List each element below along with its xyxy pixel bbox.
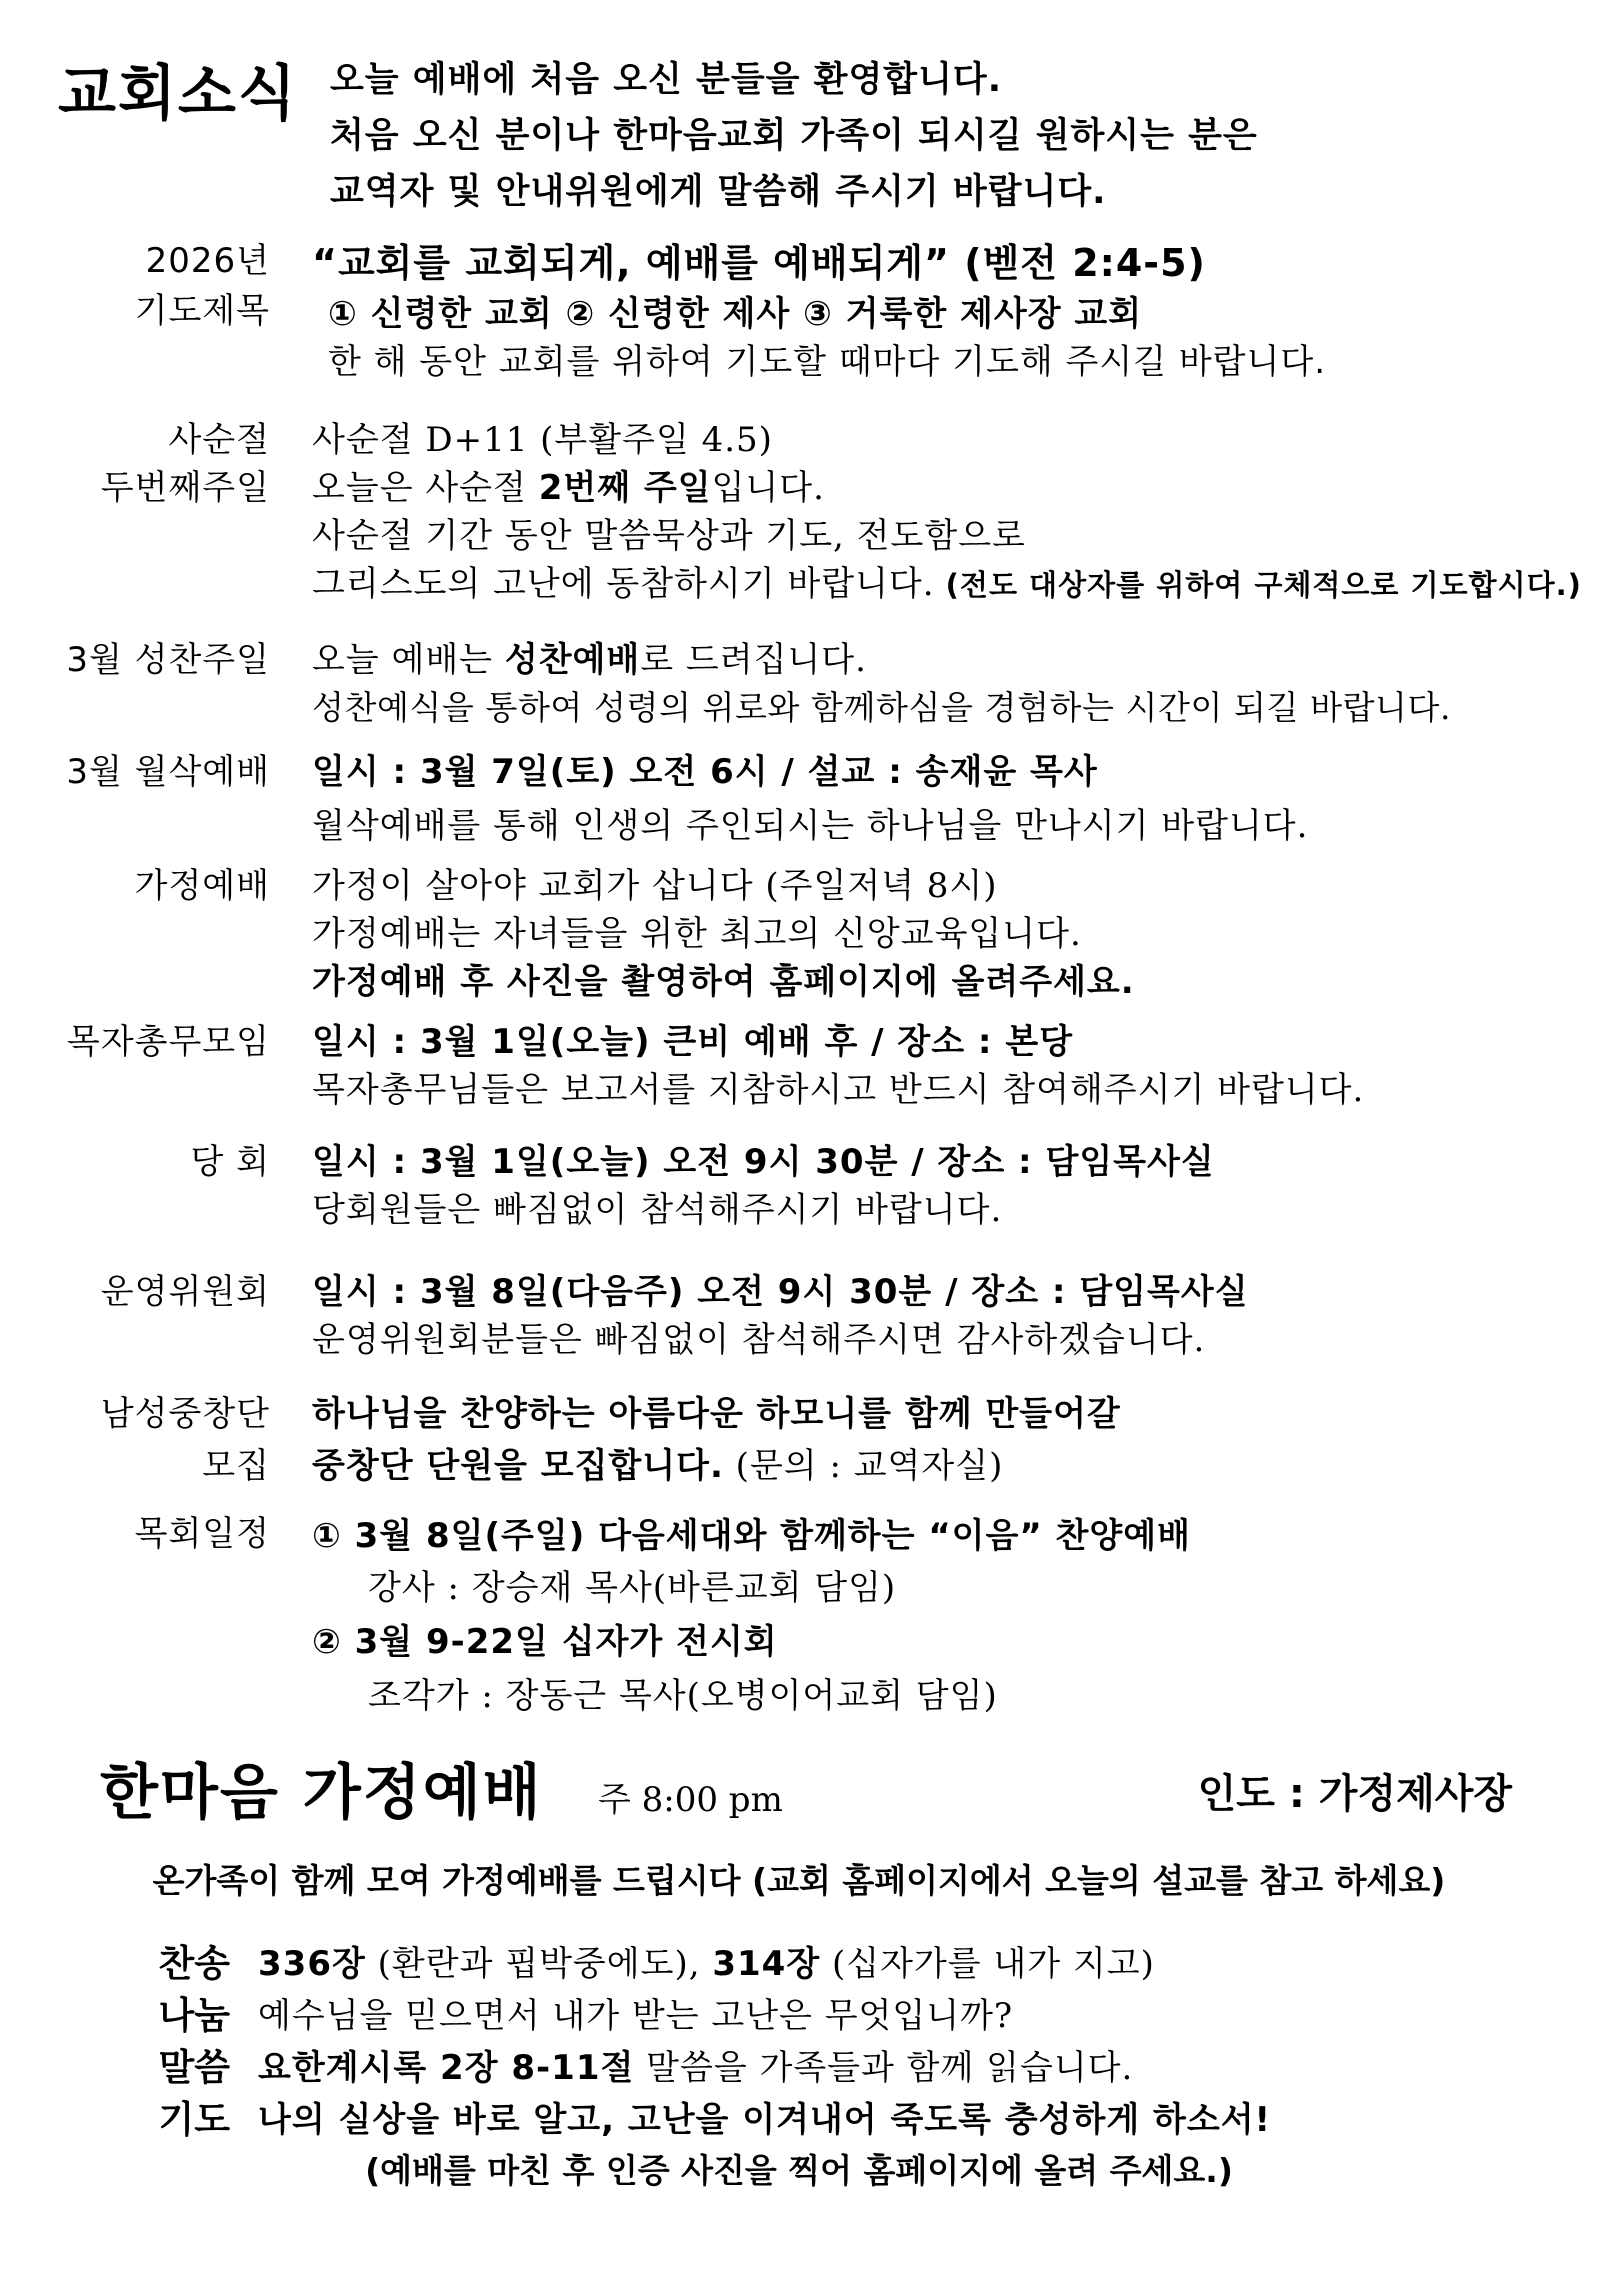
elders-content	[312, 1018, 1364, 1114]
lent-label	[101, 416, 270, 512]
family-line: 가정예배는 자녀들을 위한 최고의 신앙교육입니다.	[312, 914, 1082, 954]
prayer-label-title: 기도제목	[134, 291, 270, 331]
monthly-content	[312, 748, 1308, 850]
lent-line: 사순절 기간 동안 말씀묵상과 기도, 전도함으로	[312, 516, 1026, 556]
welcome-line: 교역자 및 안내위원에게 말씀해 주시기 바랍니다.	[330, 172, 1107, 212]
prayer-note: 한 해 동안 교회를 위하여 기도할 때마다 기도해 주시길 바랍니다.	[328, 342, 1327, 382]
home-worship-closing: (예배를 마친 후 인증 사진을 찍어 홈페이지에 올려 주세요.)	[365, 2151, 1233, 2190]
worship-item-label: 말씀	[158, 2046, 230, 2089]
worship-item-text: 요한계시록 2장 8-11절	[258, 2048, 635, 2088]
choir-line: 하나님을 찬양하는 아름다운 하모니를 함께 만들어갈	[312, 1394, 1121, 1434]
choir-label-line: 모집	[202, 1446, 270, 1486]
worship-item-text: 예수님을 믿으면서 내가 받는 고난은 무엇입니까?	[258, 1996, 1014, 2036]
family-line: 가정이 살아야 교회가 삽니다 (주일저녁 8시)	[312, 866, 998, 906]
committee-label: 운영위원회	[100, 1272, 270, 1312]
prayer-content	[312, 236, 1326, 386]
welcome-line: 오늘 예배에 처음 오신 분들을 환영합니다.	[330, 60, 1002, 100]
home-worship-title: 한마음 가정예배	[100, 1758, 543, 1828]
monthly-line: 월삭예배를 통해 인생의 주인되시는 하나님을 만나시기 바랍니다.	[312, 806, 1309, 846]
session-line: 일시 : 3월 1일(오늘) 오전 9시 30분 / 장소 : 담임목사실	[312, 1142, 1215, 1182]
worship-item-label: 기도	[158, 2098, 230, 2141]
lent-label-line: 두번째주일	[100, 468, 270, 508]
worship-item-text: 314장	[712, 1944, 821, 1984]
worship-item-content	[258, 2042, 1133, 2094]
schedule-item: ② 3월 9-22일 십자가 전시회	[312, 1622, 778, 1662]
choir-content	[312, 1388, 1121, 1492]
lent-line: 오늘은 사순절 2번째 주일입니다.	[312, 468, 825, 508]
family-content	[312, 862, 1135, 1006]
committee-line: 일시 : 3월 8일(다음주) 오전 9시 30분 / 장소 : 담임목사실	[312, 1272, 1249, 1312]
choir-label	[101, 1388, 270, 1492]
worship-item-content	[258, 2094, 1271, 2146]
session-label: 당 회	[190, 1142, 270, 1182]
family-line: 가정예배 후 사진을 촬영하여 홈페이지에 올려주세요.	[312, 962, 1135, 1002]
schedule-content	[312, 1508, 1191, 1720]
lent-content	[312, 416, 1582, 609]
committee-line: 운영위원회분들은 빠짐없이 참석해주시면 감사하겠습니다.	[312, 1320, 1206, 1360]
worship-item-text: 나의 실상을 바로 알고, 고난을 이겨내어 죽도록 충성하게 하소서!	[258, 2100, 1272, 2140]
home-worship-leader: 인도 : 가정제사장	[1197, 1771, 1512, 1817]
worship-item-content	[258, 1990, 1013, 2042]
worship-item-label: 나눔	[158, 1994, 230, 2037]
choir-label-line: 남성중창단	[100, 1394, 270, 1434]
worship-item-text: 말씀을 가족들과 함께 읽습니다.	[634, 2048, 1134, 2088]
prayer-label	[135, 236, 270, 336]
welcome-message	[330, 52, 1258, 220]
communion-line: 성찬예식을 통하여 성령의 위로와 함께하심을 경험하는 시간이 되길 바랍니다.	[312, 688, 1452, 727]
worship-item-text: (환란과 핍박중에도),	[365, 1944, 713, 1984]
schedule-item: ① 3월 8일(주일) 다음세대와 함께하는 “이음” 찬양예배	[312, 1516, 1191, 1556]
prayer-points: ① 신령한 교회 ② 신령한 제사 ③ 거룩한 제사장 교회	[328, 294, 1143, 334]
session-content	[312, 1138, 1215, 1234]
elders-label: 목자총무모임	[66, 1022, 270, 1062]
schedule-label: 목회일정	[134, 1514, 270, 1554]
committee-content	[312, 1268, 1249, 1364]
worship-item-text: 336장	[258, 1944, 366, 1984]
schedule-item-detail: 조각가 : 장동근 목사(오병이어교회 담임)	[368, 1676, 998, 1716]
worship-item-content	[258, 1938, 1155, 1990]
home-worship-intro: 온가족이 함께 모여 가정예배를 드립시다 (교회 홈페이지에서 오늘의 설교를 참고 하세요)	[152, 1861, 1446, 1900]
monthly-line: 일시 : 3월 7일(토) 오전 6시 / 설교 : 송재윤 목사	[312, 752, 1098, 792]
choir-line: 중창단 단원을 모집합니다. (문의 : 교역자실)	[312, 1446, 1004, 1486]
elders-line: 일시 : 3월 1일(오늘) 큰비 예배 후 / 장소 : 본당	[312, 1022, 1074, 1062]
communion-line: 오늘 예배는 성찬예배로 드려집니다.	[312, 640, 867, 680]
lent-line: 그리스도의 고난에 동참하시기 바랍니다. (전도 대상자를 위하여 구체적으로 기도합시다.)	[312, 564, 1582, 604]
communion-content	[312, 636, 1451, 732]
church-news-title: 교회소식	[58, 59, 298, 129]
session-line: 당회원들은 빠짐없이 참석해주시기 바랍니다.	[312, 1190, 1003, 1230]
home-worship-time: 주 8:00 pm	[598, 1780, 783, 1820]
prayer-label-year: 2026년	[145, 241, 270, 281]
schedule-item-detail: 강사 : 장승재 목사(바른교회 담임)	[368, 1568, 897, 1608]
welcome-line: 처음 오신 분이나 한마음교회 가족이 되시길 원하시는 분은	[330, 116, 1258, 156]
elders-line: 목자총무님들은 보고서를 지참하시고 반드시 참여해주시기 바랍니다.	[312, 1070, 1365, 1110]
lent-line: 사순절 D+11 (부활주일 4.5)	[312, 420, 773, 460]
communion-label: 3월 성찬주일	[66, 640, 270, 680]
worship-item-text: (십자가를 내가 지고)	[820, 1944, 1155, 1984]
family-label: 가정예배	[134, 866, 270, 906]
monthly-label: 3월 월삭예배	[66, 752, 270, 792]
prayer-theme: “교회를 교회되게, 예배를 예배되게” (벧전 2:4-5)	[312, 241, 1206, 285]
lent-label-line: 사순절	[168, 420, 270, 460]
worship-item-label: 찬송	[158, 1942, 230, 1985]
